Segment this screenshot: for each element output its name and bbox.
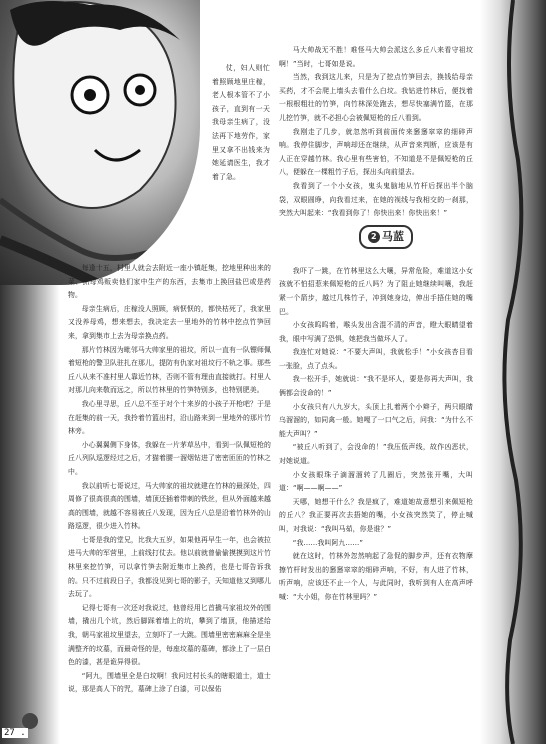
paragraph: 我一松开手，她就说：“我不是坏人，要是你再大声叫，我俩都会没命的！” [279,375,473,398]
paragraph: 七哥是我的堂兄，比我大五岁，如果他再早生一年，也会被拉进马大帅的军营里，上前线打仗去。他以前就曾偷偷摸摸到这片竹林里来挖竹笋，可以拿竹笋去附近集市上换药，也是七哥告诉我的。只不过前段日子，我都没见到七哥的影子，天知道他又到哪儿去玩了。 [68,535,271,599]
paragraph: 我看到了一个小女孩，鬼头鬼脑地从竹杆后探出半个脑袋，双眼圆睁，向我看过来，在她的视线与我相交的一刹那，突然大叫起来：“我看到你了！你快出来！你快出来！” [279,181,473,218]
paragraph: “我……我叫阿九……” [292,538,364,547]
text-column-left-top [212,62,270,184]
paragraph: 马大帅战无不胜！难怪马大帅会派这么多丘八来看守祖坟啊！”当时，七哥如是说。 [279,46,473,68]
paragraph: “被丘八听到了，会没命的！”我压低声线，故作凶恶状，对她说道。 [279,443,473,466]
text-column-right [279,44,473,605]
paragraph: 仗，妇人则忙着照顾地里庄稼，老人根本管不了小孩子，直到有一天我母亲生病了，没法再下地劳作，家里又拿不出钱来为她延请医生，我才着了急。 [212,64,270,181]
paragraph: 天哪，她想干什么？我是疯了，难道她故意想引来佩短枪的丘八？我正要再次去捂她的嘴，小女孩突然笑了，停止喊叫，对我说：“我叫马茹，你是谁？” [279,497,473,533]
paragraph: 记得七哥有一次还对我说过，他曾经用匕首撬马家祖坟外的围墙，撬出几个坑，然后脚踩着墙上的坑，攀到了墙顶，他描述给我，朝马家祖坟里望去，立刻吓了一大跳。围墙里密密麻麻全是坐满整齐的坟墓，而最奇怪的是，每座坟墓的墓碑，都涂上了一层白色的漆，甚是诡异得很。 [68,603,271,667]
paragraph: 小女孩眼珠子滴溜溜转了几圈后，突然张开嘴，大叫道：“啊——啊——” [279,470,473,493]
paragraph: 小心翼翼侧下身体，我躲在一片茅草丛中，看到一队佩短枪的丘八列队巡逻经过之后，才猫着腰一溜烟钻进了密密匝匝的竹林之中。 [68,440,271,476]
paragraph: 我连忙对她说：“不要大声叫，我就松手！”小女孩杏目看一张脸，点了点头。 [279,348,473,370]
paragraph: 当然，我到这儿来，只是为了挖点竹笋回去，换钱给母亲买药，才不会爬上墙头去看什么白坟。我钻进竹林后，便找着一根根粗壮的竹笋，向竹林深处跑去，想尽快塞满竹篮，在那儿挖竹笋，就不必担心会被佩短枪的丘八看到。 [279,73,473,122]
section-icon: 2 [368,231,380,243]
paragraph: 我心里寻思，丘八总不至于对个十来岁的小孩子开枪吧？于是在赶集的前一天，我拎着竹篮出村，沿山路来到一里地外的那片竹林旁。 [68,399,271,436]
paragraph: 母亲生病后，庄稼没人照顾，病恹恹的，都快枯死了，我家里又没养母鸡，想来想去，我决定去一里地外的竹林中挖点竹笋回来，拿到集市上去为母亲换点药。 [68,304,271,340]
paragraph: 每逢十五，村里人就会去附近一座小镇赶集，挖地里种出来的菜、抓母鸡贩卖他们家中生产的东西，去集市上换回盐巴或是药物。 [68,264,271,300]
corner-ornament [22,713,38,729]
left-decorative-strip [0,285,60,744]
vine-decoration [498,0,528,744]
section-badge [359,225,413,249]
text-column-left [68,262,271,697]
paragraph: 那片竹林因为毗邻马大帅家里的祖坟，所以一直有一队镖师佩着短枪的警卫队驻扎在那儿，提防有仇家对祖坟行不轨之事。那些丘八从来不准村里人靠近竹林，否则不管有理由直接就打。村里人对那儿向来敬而远之，所以竹林里的竹笋特别多，也特别肥美。 [68,345,271,395]
section-header [279,225,473,251]
paragraph: 小女孩呜呜着，喉头发出含混不清的声音，瞪大眼睛望着我，眼中写满了恐惧，她把我当做坏人了。 [279,321,473,343]
paragraph: “阿九，围墙里全是白坟啊！我问过村长头的瞎眼道士，道士说，那是高人下的咒，墓碑上涂了白漆，可以保佑 [68,671,271,694]
section-title: 马蓝 [381,229,405,243]
page-number: 27 . [4,728,26,738]
paragraph: 小女孩只有八九岁大，头顶上扎着两个小辫子，两只眼睛乌溜溜的，如同禽一般。她嘎了一口气之后，问我：“为什么不能大声叫？” [279,402,473,438]
illustration-drawing [0,0,200,285]
paragraph: 我刚走了几步，就忽然听到前面传来窸窸窣窣的细碎声响。我停住脚步，声响却还在继续，从声音来判断，应该是有人正在穿越竹林。我心里有些害怕，不知道是不是佩短枪的丘八，便躲在一棵粗竹子后，探出头向前望去。 [279,127,473,177]
right-decorative-strip [480,0,546,744]
paragraph: 我吓了一跳，在竹林里这么大嚷，异常危险，难道这小女孩就不怕招惹来佩短枪的丘八吗？为了阻止她继续叫嚷，我赶紧一个箭步，越过几株竹子，冲到她身边，伸出手捂住她的嘴巴。 [279,266,473,316]
paragraph: 我以前听七哥说过，马大帅家的祖坟就建在竹林的最深处，四周修了很高很高的围墙，墙顶还插着带刺的铁丝，但从外面越来越高的围墙，就越不容易被丘八发现，因为丘八总是沿着竹林外的山路巡逻，很少进入竹林。 [68,481,271,531]
paragraph: 就在这时，竹林外忽然响起了急促的脚步声，还有衣物摩擦竹杆时发出的窸窸窣窣的细碎声响，不好，有人进了竹林，听声响，应该还不止一个人，与此同时，我听到有人在高声呼喊：“大小姐，你在竹林里吗？” [279,552,473,601]
illustration-scared-face [0,0,200,285]
